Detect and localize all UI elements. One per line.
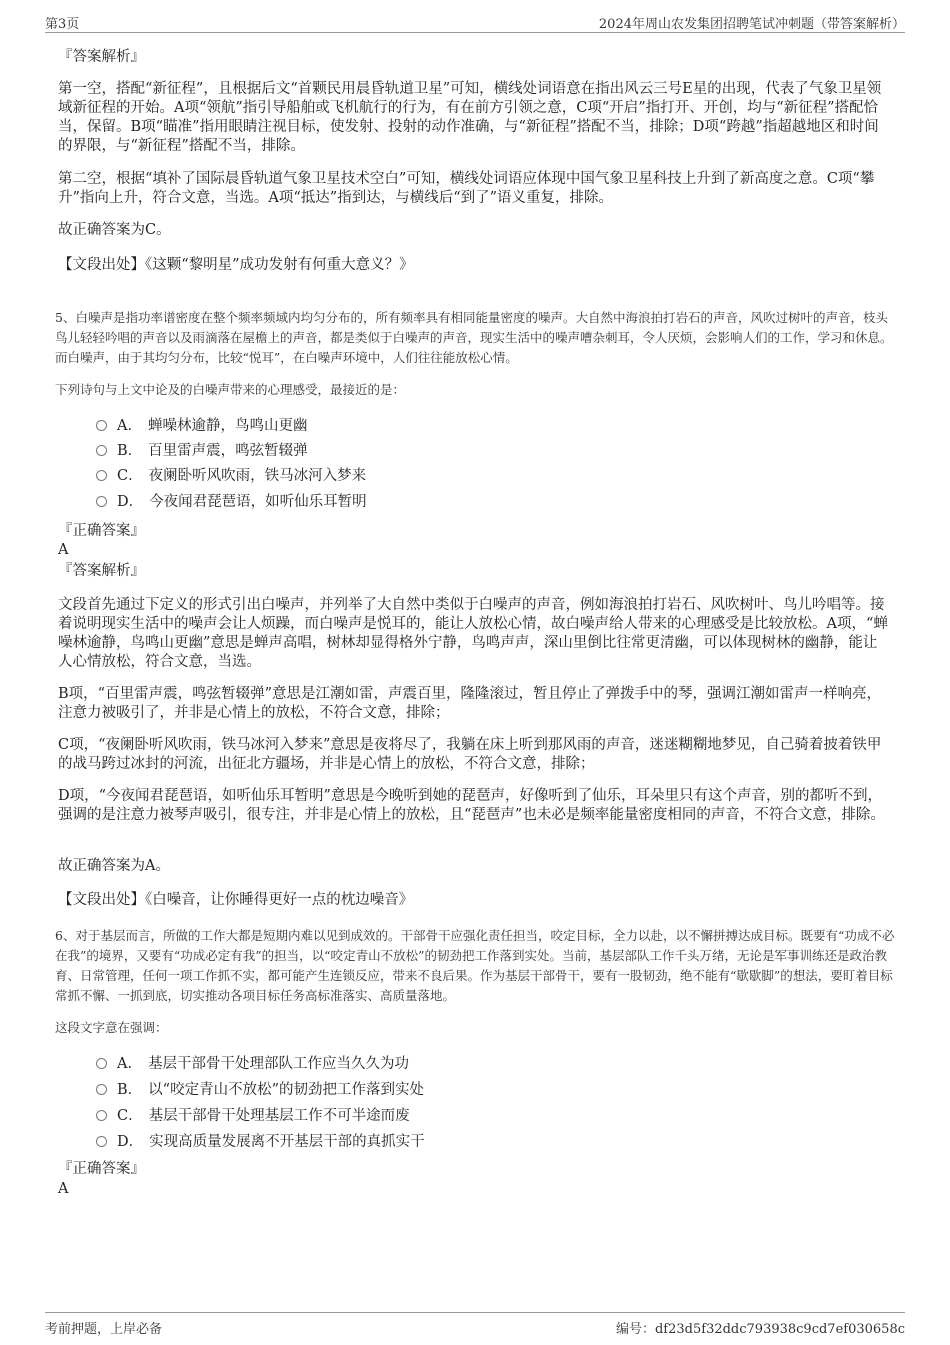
radio-icon[interactable] (96, 1110, 107, 1121)
radio-icon[interactable] (96, 420, 107, 431)
q5-stem: 5、白噪声是指功率谱密度在整个频率频域内均匀分布的，所有频率具有相同能量密度的噪声。大自然中海浪拍打岩石的声音，风吹过树叶的声音，枝头鸟儿轻轻吟唱的声音以及雨滴落在屋檐上的声音，都是类似于白噪声的声音，现实生活中的噪声嘈杂刺耳，令人厌烦，会影响人们的工作，学习和休息。而白噪声，由于其均匀分布，比较“悦耳”，在白噪声环境中，人们往往能放松心情。 (55, 310, 893, 365)
q5-analysis-p1: 文段首先通过下定义的形式引出白噪声，并列举了大自然中类似于白噪声的声音，例如海浪拍打岩石、风吹树叶、鸟儿吟唱等。接着说明现实生活中的噪声会让人烦躁，而白噪声是悦耳的，能让人放松心情，故白噪声给人带来的心理感受是比较放松。A项，“蝉噪林逾静，鸟鸣山更幽”意思是蝉声高唱，树林却显得格外宁静，鸟鸣声声，深山里倒比往常更清幽，可以体现树林的幽静，能让人心情放松，符合文意，当选。 (58, 597, 888, 670)
q5-source: 【文段出处】《白噪音，让你睡得更好一点的枕边噪音》 (58, 892, 414, 908)
q6-option-b[interactable]: B． 以“咬定青山不放松”的韧劲把工作落到实处 (96, 1080, 424, 1100)
radio-icon[interactable] (96, 496, 107, 507)
q5-analysis-p2: B项，“百里雷声震，鸣弦暂辍弹”意思是江潮如雷，声震百里，隆隆滚过，暂且停止了弹拨手中的琴，强调江潮如雷声一样响亮，注意力被吸引了，并非是心情上的放松，不符合文意，排除； (58, 686, 881, 721)
document-id: 编号：df23d5f32ddc793938c9cd7ef030658c (615, 1322, 905, 1337)
document-title: 2024年周山农发集团招聘笔试冲刺题（带答案解析） (598, 17, 905, 32)
q4-analysis-p2: 第二空，根据“填补了国际晨昏轨道气象卫星技术空白”可知，横线处词语应体现中国气象卫星科技上升到了新高度之意。C项“攀升”指向上升，符合文意，当选。A项“抵达”指到达，与横线后“到了”语义重复，排除。 (58, 171, 875, 206)
page-header (45, 10, 905, 33)
q5-option-c[interactable]: C． 夜阑卧听风吹雨，铁马冰河入梦来 (96, 466, 366, 486)
radio-icon[interactable] (96, 1136, 107, 1147)
q6-question: 这段文字意在强调： (55, 1020, 168, 1035)
q4-conclusion: 故正确答案为C。 (58, 222, 171, 238)
q6-stem: 6、对于基层而言，所做的工作大都是短期内难以见到成效的。干部骨干应强化责任担当，咬定目标，全力以赴，以不懈拼搏达成目标。既要有“功成不必在我”的境界，又要有“功成必定有我”的担当，以“咬定青山不放松”的韧劲把工作落到实处。当前，基层部队工作千头万绪，无论是军事训练还是政治教育、日常管理，任何一项工作抓不实，都可能产生连锁反应，带来不良后果。作为基层干部骨干，要有一股韧劲，绝不能有“歇歇脚”的想法，要盯着目标常抓不懈、一抓到底，切实推动各项目标任务高标准落实、高质量落地。 (55, 928, 895, 1003)
q5-option-a[interactable]: A． 蝉噪林逾静，鸟鸣山更幽 (96, 416, 307, 436)
footer-slogan: 考前押题，上岸必备 (45, 1322, 163, 1337)
q5-analysis-label: 『答案解析』 (58, 563, 145, 579)
q5-analysis-p4: D项，“今夜闻君琵琶语，如听仙乐耳暂明”意思是今晚听到她的琵琶声，好像听到了仙乐，耳朵里只有这个声音，别的都听不到，强调的是注意力被琴声吸引，很专注，并非是心情上的放松，且“琵琶声”也未必是频率能量密度相同的声音，不符合文意，排除。 (58, 788, 885, 823)
radio-icon[interactable] (96, 470, 107, 481)
q4-source: 【文段出处】《这颗“黎明星”成功发射有何重大意义？》 (58, 257, 414, 273)
q4-analysis-label: 『答案解析』 (58, 49, 145, 65)
q5-question: 下列诗句与上文中论及的白噪声带来的心理感受，最接近的是： (55, 382, 406, 397)
q5-conclusion: 故正确答案为A。 (58, 858, 170, 874)
q5-answer: A (58, 542, 69, 558)
q6-answer: A (58, 1181, 69, 1197)
q5-analysis-p3: C项，“夜阑卧听风吹雨，铁马冰河入梦来”意思是夜将尽了，我躺在床上听到那风雨的声音，迷迷糊糊地梦见，自己骑着披着铁甲的战马跨过冰封的河流，出征北方疆场，并非是心情上的放松，不符合文意，排除； (58, 737, 882, 772)
q6-answer-label: 『正确答案』 (58, 1161, 145, 1177)
radio-icon[interactable] (96, 1058, 107, 1069)
q4-analysis-p1: 第一空，搭配“新征程”，且根据后文“首颗民用晨昏轨道卫星”可知，横线处词语意在指出风云三号E星的出现，代表了气象卫星领域新征程的开始。A项“领航”指引导船舶或飞机航行的行为，有在前方引领之意，C项“开启”指打开、开创，均与“新征程”搭配恰当，保留。B项“瞄准”指用眼睛注视目标，使发射、投射的动作准确，与“新征程”搭配不当，排除；D项“跨越”指超越地区和时间的界限，与“新征程”搭配不当，排除。 (58, 81, 882, 154)
radio-icon[interactable] (96, 445, 107, 456)
q5-answer-label: 『正确答案』 (58, 523, 145, 539)
q6-option-a[interactable]: A． 基层干部骨干处理部队工作应当久久为功 (96, 1054, 409, 1074)
radio-icon[interactable] (96, 1084, 107, 1095)
q6-option-c[interactable]: C． 基层干部骨干处理基层工作不可半途而废 (96, 1106, 410, 1126)
page-footer (45, 1312, 905, 1337)
q5-option-b[interactable]: B． 百里雷声震，鸣弦暂辍弹 (96, 441, 308, 461)
q5-option-d[interactable]: D． 今夜闻君琵琶语，如听仙乐耳暂明 (96, 492, 367, 512)
page-number: 第3页 (45, 17, 80, 32)
q6-option-d[interactable]: D． 实现高质量发展离不开基层干部的真抓实干 (96, 1132, 425, 1152)
